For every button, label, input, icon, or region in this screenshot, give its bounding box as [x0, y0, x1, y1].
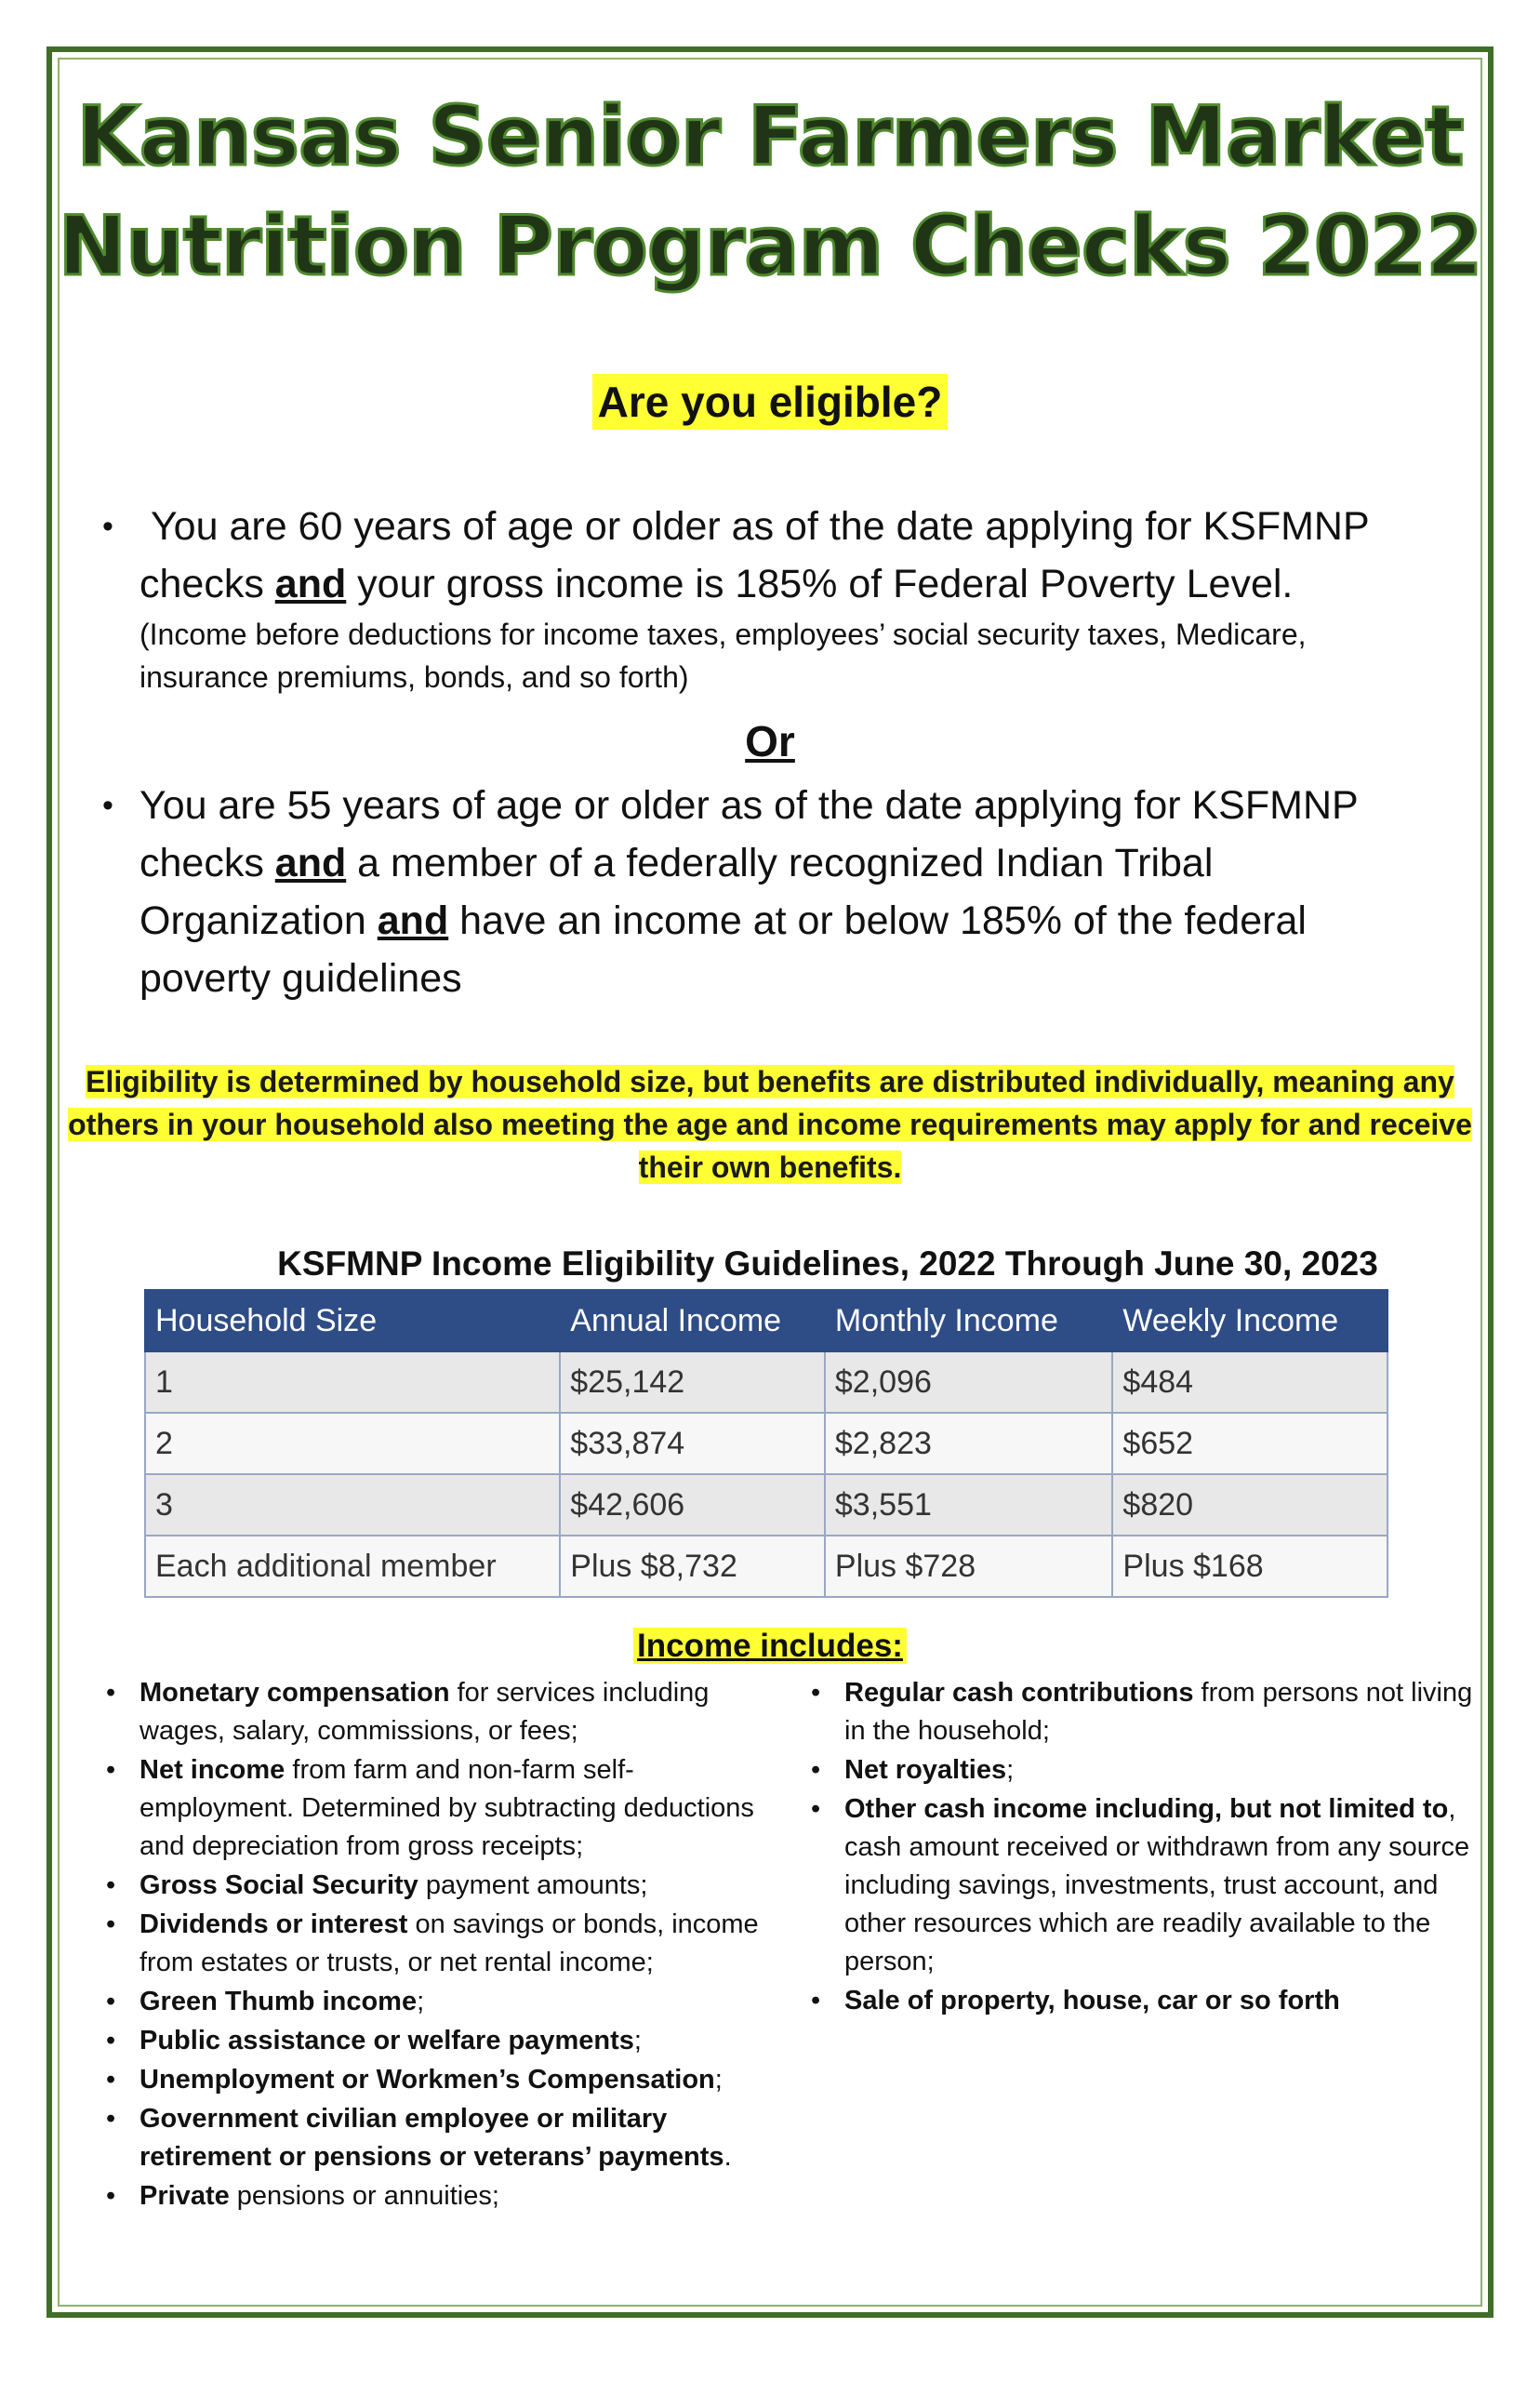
income-list-item [102, 2022, 772, 2060]
bullet-icon: • [106, 1909, 116, 1939]
or-divider [0, 716, 1540, 766]
income-item-bold: Gross Social Security [139, 1870, 418, 1900]
bullet-icon: • [106, 2181, 116, 2211]
bullet-icon: • [106, 1678, 116, 1708]
household-note [56, 1060, 1484, 1189]
page-title [0, 82, 1540, 301]
table-cell: Plus $728 [825, 1536, 1113, 1597]
income-item-text: from persons not living in the household; [844, 1678, 1473, 1746]
bullet-icon: • [106, 2026, 116, 2055]
criterion-2-post: have an income at or below 185% of the federal poverty guidelines [139, 898, 1307, 1001]
income-list-item [102, 1906, 772, 1982]
income-list-item [102, 2177, 772, 2215]
table-cell: $33,874 [560, 1413, 825, 1474]
table-cell: Each additional member [145, 1536, 560, 1597]
income-item-bold: Regular cash contributions [844, 1678, 1194, 1708]
criterion-1-and: and [274, 562, 347, 606]
income-list-item [102, 1867, 772, 1905]
bullet-icon: • [106, 1755, 116, 1785]
table-header-row [145, 1290, 1387, 1351]
income-item-text: ; [633, 2026, 642, 2055]
table-cell: 2 [145, 1413, 560, 1474]
table-cell: $3,551 [825, 1474, 1113, 1536]
bullet-icon: • [811, 1986, 821, 2015]
column-header: Household Size [145, 1290, 560, 1351]
bullet-icon: • [811, 1794, 821, 1824]
guidelines-title: KSFMNP Income Eligibility Guidelines, 2022 Through June 30, 2023 [277, 1244, 1378, 1283]
table-cell: 3 [145, 1474, 560, 1536]
criterion-2-and-1: and [274, 841, 347, 885]
bullet-icon: • [102, 788, 113, 823]
column-header: Monthly Income [825, 1290, 1113, 1351]
criterion-2-pre: You are 55 years of age or older as of the date applying for KSFMNP checks [139, 783, 1358, 885]
criterion-1-pre: You are 60 years of age or older as of the date applying for KSFMNP checks [139, 504, 1369, 606]
income-item-bold: Net royalties [844, 1755, 1007, 1785]
bullet-icon: • [106, 2065, 116, 2095]
income-item-bold: Other cash income including, but not limited to [844, 1794, 1449, 1824]
bullet-icon: • [811, 1678, 821, 1708]
criterion-2-and-2: and [377, 898, 449, 943]
income-item-text: payment amounts; [418, 1870, 648, 1900]
income-item-text: ; [714, 2065, 723, 2095]
criterion-2-mid: a member of a federally recognized Indian Tribal Organization [139, 841, 1214, 943]
income-item-bold: Unemployment or Workmen’s Compensation [139, 2065, 715, 2095]
income-list-item [102, 2100, 772, 2176]
title-line-2: Nutrition Program Checks 2022 [58, 198, 1482, 294]
income-list-left [102, 1674, 772, 2216]
household-note-text: Eligibility is determined by household size, but benefits are distributed individually, meaning any others in your household also meeting the age and income requirements may apply for and receive their own benefits. [68, 1065, 1472, 1184]
income-item-text: for services including wages, salary, commissions, or fees; [139, 1678, 710, 1746]
table-row [145, 1474, 1387, 1536]
income-item-text: on savings or bonds, income from estates or trusts, or net rental income; [139, 1909, 759, 1977]
income-item-bold: Government civilian employee or military retirement or pensions or veterans’ payments [139, 2104, 724, 2172]
column-header: Weekly Income [1112, 1290, 1387, 1351]
table-cell: $820 [1112, 1474, 1387, 1536]
income-item-bold: Sale of property, house, car or so forth [844, 1986, 1340, 2015]
income-guidelines-table [144, 1289, 1388, 1598]
income-item-bold: Private [139, 2181, 230, 2211]
table-row [145, 1351, 1387, 1413]
table-cell: $2,823 [825, 1413, 1113, 1474]
table-cell: Plus $8,732 [560, 1536, 825, 1597]
income-item-text: , cash amount received or withdrawn from any source including savings, investments, trust account, and other resources which are readily available to the person; [844, 1794, 1470, 1976]
table-row [145, 1413, 1387, 1474]
income-includes-heading-text: Income includes: [633, 1628, 907, 1664]
income-item-bold: Monetary compensation [139, 1678, 450, 1708]
column-header: Annual Income [560, 1290, 825, 1351]
income-item-bold: Net income [139, 1755, 285, 1785]
criterion-1-note: (Income before deductions for income taxes, employees’ social security taxes, Medicare, insurance premiums, bonds, and so forth) [139, 618, 1307, 694]
table-cell: Plus $168 [1112, 1536, 1387, 1597]
or-label: Or [745, 717, 795, 765]
criterion-1-post: your gross income is 185% of Federal Poverty Level. [346, 562, 1294, 606]
income-item-text: pensions or annuities; [229, 2181, 499, 2211]
bullet-icon: • [811, 1755, 821, 1785]
income-item-bold: Public assistance or welfare payments [139, 2026, 634, 2055]
income-item-bold: Green Thumb income [139, 1987, 418, 2016]
income-list-item [102, 1983, 772, 2021]
criterion-1 [102, 498, 1441, 698]
table-cell: $652 [1112, 1413, 1387, 1474]
bullet-icon: • [106, 2104, 116, 2134]
income-item-text: . [724, 2142, 732, 2172]
table-row [145, 1536, 1387, 1597]
income-list-item [807, 1790, 1477, 1981]
table-cell: $25,142 [560, 1351, 825, 1413]
income-list-item [102, 1751, 772, 1866]
criterion-2 [102, 777, 1441, 1007]
income-item-bold: Dividends or interest [139, 1909, 408, 1939]
income-item-text: ; [1006, 1755, 1015, 1785]
income-item-text: from farm and non-farm self-employment. Determined by subtracting deductions and depreciation from gross receipts; [139, 1755, 754, 1861]
table-cell: 1 [145, 1351, 560, 1413]
income-list-item [807, 1674, 1477, 1750]
income-item-text: ; [417, 1987, 425, 2016]
table-cell: $484 [1112, 1351, 1387, 1413]
bullet-icon: • [106, 1987, 116, 2016]
income-list-item [102, 2061, 772, 2099]
income-list-right [807, 1674, 1477, 2021]
table-cell: $2,096 [825, 1351, 1113, 1413]
bullet-icon: • [102, 509, 113, 544]
income-includes-heading [0, 1628, 1540, 1665]
table-cell: $42,606 [560, 1474, 825, 1536]
bullet-icon: • [106, 1870, 116, 1900]
eligibility-heading-text: Are you eligible? [592, 374, 949, 430]
income-list-item [807, 1751, 1477, 1789]
income-list-item [102, 1674, 772, 1750]
income-list-item [807, 1982, 1477, 2020]
title-line-1: Kansas Senior Farmers Market [76, 88, 1464, 184]
eligibility-heading [0, 377, 1540, 427]
